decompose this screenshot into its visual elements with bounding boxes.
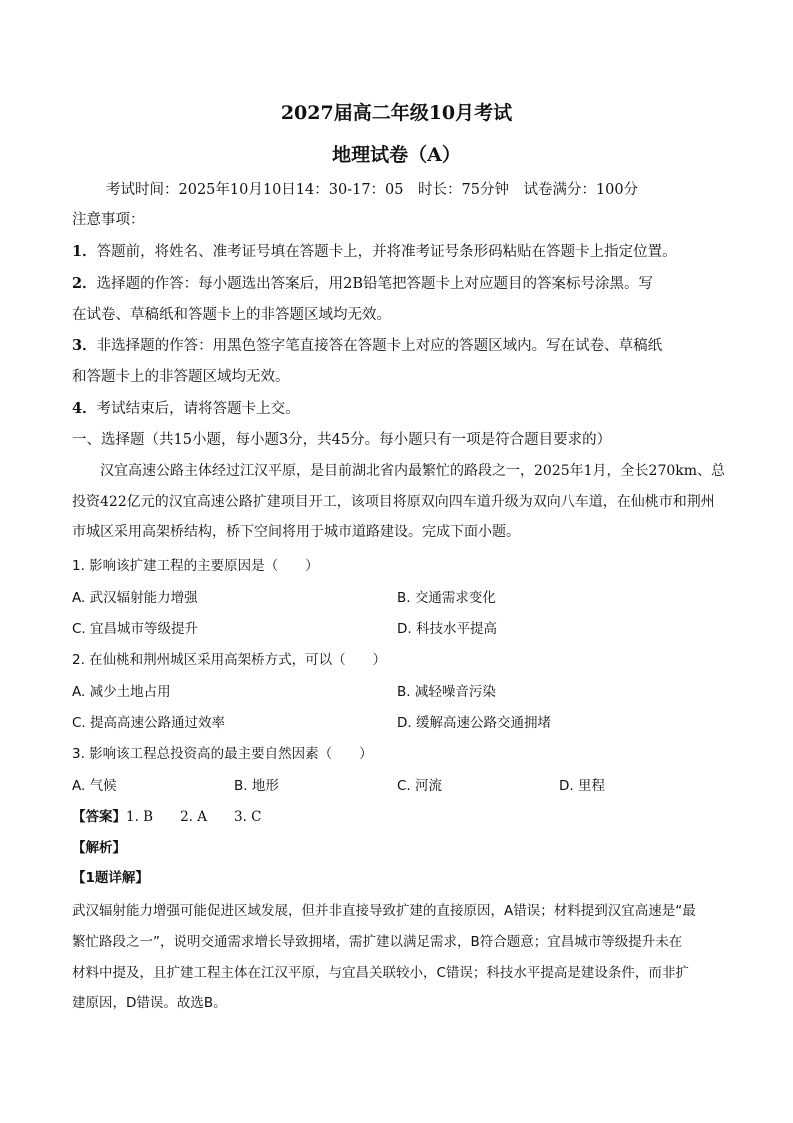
note-text: 考试结束后，请将答题卡上交。 — [96, 401, 300, 417]
question-2-stem: 2. 在仙桃和荆州城区采用高架桥方式，可以（ ） — [72, 652, 387, 668]
analysis-detail-label: 【1题详解】 — [72, 870, 149, 886]
note-item-3-cont: 和答题卡上的非答题区域均无效。 — [72, 369, 290, 385]
answer-text: 1. B 2. A 3. C — [126, 809, 262, 825]
note-num: 2． — [72, 275, 97, 292]
note-item-2-cont: 在试卷、草稿纸和答题卡上的非答题区域均无效。 — [72, 307, 391, 323]
analysis-line-1: 武汉辐射能力增强可能促进区域发展，但并非直接导致扩建的直接原因，A错误；材料提到汉宜高速是“最 — [72, 903, 696, 919]
notes-heading: 注意事项： — [72, 212, 145, 228]
answer-line — [72, 805, 262, 825]
question-3-option-c[interactable]: C. 河流 — [397, 778, 443, 794]
question-2-option-d[interactable]: D. 缓解高速公路交通拥堵 — [397, 715, 551, 731]
note-item-2 — [72, 272, 653, 293]
passage-line-2: 投资422亿元的汉宜高速公路扩建项目开工，该项目将原双向四车道升级为双向八车道，在仙桃市和荆州 — [72, 494, 715, 510]
passage-line-1: 汉宜高速公路主体经过江汉平原，是目前湖北省内最繁忙的路段之一，2025年1月，全长270km、总 — [100, 463, 726, 479]
note-item-4 — [72, 397, 300, 418]
note-num: 3． — [72, 337, 97, 354]
question-1-option-a[interactable]: A. 武汉辐射能力增强 — [72, 590, 198, 606]
question-3-stem: 3. 影响该工程总投资高的最主要自然因素（ ） — [72, 746, 373, 762]
exam-info: 考试时间：2025年10月10日14：30-17：05 时长：75分钟 试卷满分：100分 — [106, 182, 639, 198]
note-item-3 — [72, 334, 662, 355]
note-num: 1． — [72, 243, 97, 260]
note-text: 答题前，将姓名、准考证号填在答题卡上，并将准考证号条形码粘贴在答题卡上指定位置。 — [96, 244, 677, 260]
question-1-option-c[interactable]: C. 宜昌城市等级提升 — [72, 621, 199, 637]
passage-line-3: 市城区采用高架桥结构，桥下空间将用于城市道路建设。完成下面小题。 — [72, 524, 520, 540]
question-3-option-b[interactable]: B. 地形 — [234, 778, 279, 794]
exam-title: 2027届高二年级10月考试 — [280, 102, 513, 124]
note-text: 选择题的作答：每小题选出答案后，用2B铅笔把答题卡上对应题目的答案标号涂黑。写 — [96, 276, 653, 292]
analysis-line-2: 繁忙路段之一”，说明交通需求增长导致拥堵，需扩建以满足需求，B符合题意；宜昌城市等级提升未在 — [72, 934, 683, 950]
question-1-option-d[interactable]: D. 科技水平提高 — [397, 621, 497, 637]
analysis-line-3: 材料中提及，且扩建工程主体在江汉平原，与宜昌关联较小，C错误；科技水平提高是建设条件，而非扩 — [72, 965, 689, 981]
answer-label: 【答案】 — [72, 809, 126, 825]
analysis-line-4: 建原因，D错误。故选B。 — [72, 995, 227, 1011]
exam-subtitle: 地理试卷（A） — [332, 144, 461, 166]
question-3-option-a[interactable]: A. 气候 — [72, 778, 117, 794]
question-2-option-a[interactable]: A. 减少土地占用 — [72, 684, 171, 700]
question-3-option-d[interactable]: D. 里程 — [559, 778, 605, 794]
question-1-stem: 1. 影响该扩建工程的主要原因是（ ） — [72, 558, 319, 574]
question-2-option-b[interactable]: B. 减轻噪音污染 — [397, 684, 496, 700]
analysis-label: 【解析】 — [72, 840, 126, 856]
section-heading: 一、选择题（共15小题，每小题3分，共45分。每小题只有一项是符合题目要求的） — [72, 432, 612, 448]
question-2-option-c[interactable]: C. 提高高速公路通过效率 — [72, 715, 226, 731]
note-text: 非选择题的作答：用黑色签字笔直接答在答题卡上对应的答题区域内。写在试卷、草稿纸 — [96, 338, 663, 354]
question-1-option-b[interactable]: B. 交通需求变化 — [397, 590, 496, 606]
note-item-1 — [72, 240, 677, 261]
note-num: 4． — [72, 400, 97, 417]
